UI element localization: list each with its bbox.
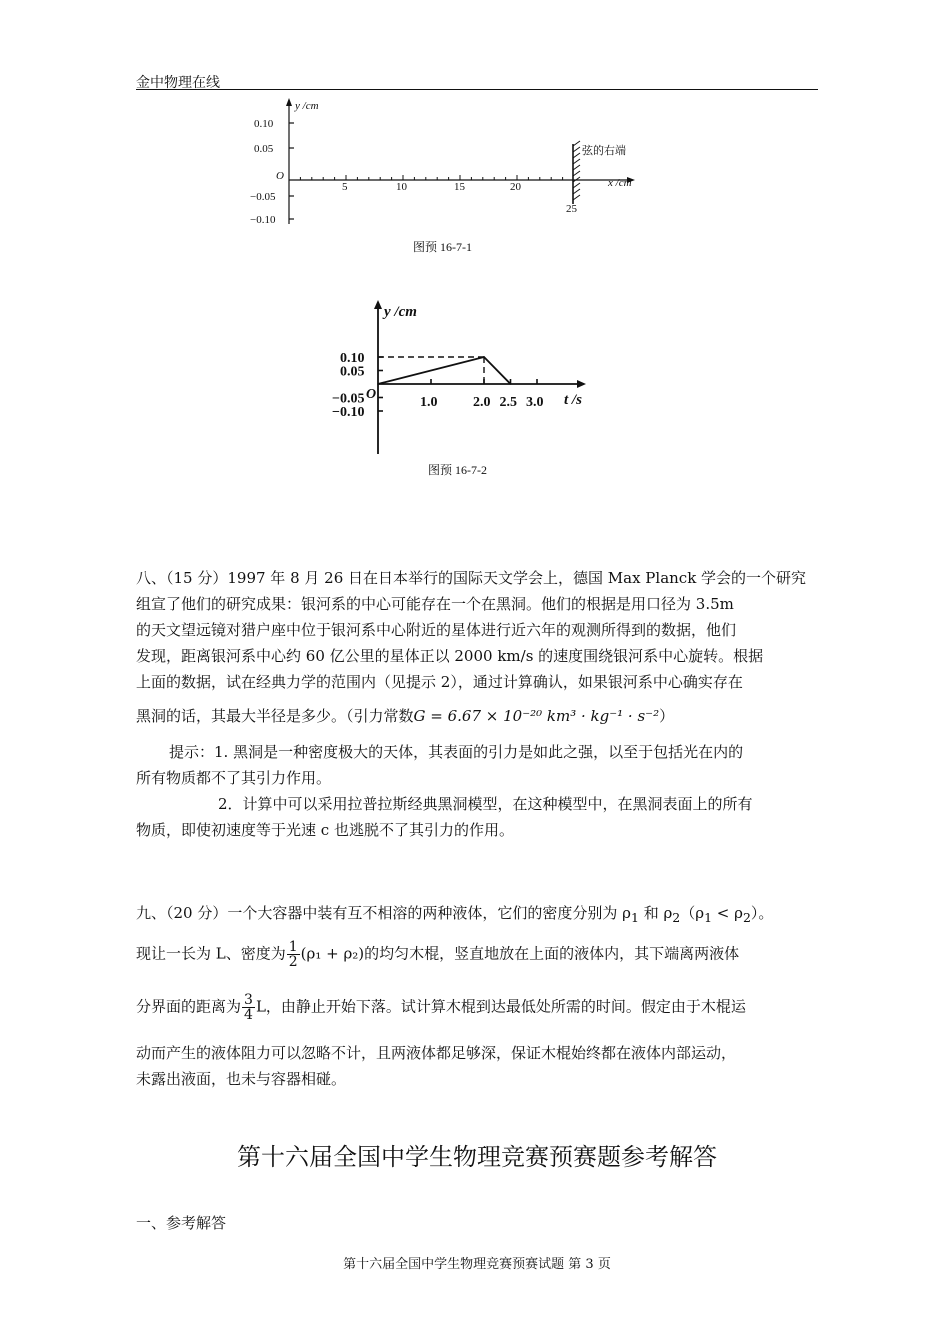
origin-label: O: [366, 387, 377, 402]
y-tick-label: 0.10: [254, 118, 274, 130]
wall-hatch: [573, 147, 580, 152]
y-tick-label: −0.05: [250, 191, 276, 203]
page-footer: 第十六届全国中学生物理竞赛预赛试题 第 3 页: [343, 1257, 611, 1272]
chart-caption: 图预 16-7-2: [428, 463, 487, 477]
data-point: [510, 383, 512, 385]
y-tick-label: 0.05: [254, 143, 274, 155]
wall-hatch: [573, 165, 580, 170]
y-tick-label: 0.10: [340, 351, 365, 366]
wall-hatch: [573, 153, 580, 158]
fraction-half: $\frac{1}{2}$: [288, 939, 298, 970]
wall-hatch: [573, 171, 580, 176]
wall-hatch: [573, 141, 580, 146]
problem-9-line3: 分界面的距离为 $\frac{3}{4}$ L，由静止开始下落。试计算木棍到达最低处所需的时间。假定由于木棍运: [136, 992, 746, 1023]
text-line: 黑洞的话，其最大半径是多少。（引力常数: [136, 707, 414, 725]
wall-hatch: [573, 189, 580, 194]
wall-hatch: [573, 183, 580, 188]
data-point: [483, 356, 485, 358]
origin-label: O: [276, 170, 284, 182]
x-end-label: 25: [566, 203, 577, 215]
y-tick-label: −0.05: [332, 391, 365, 407]
x-tick-label: 3.0: [526, 395, 544, 410]
solution-title: 第十六届全国中学生物理竞赛预赛题参考解答: [237, 1143, 717, 1171]
x-tick-label: 10: [396, 181, 407, 193]
y-tick-label: 0.05: [340, 364, 365, 380]
fraction-three-quarters: $\frac{3}{4}$: [244, 992, 253, 1023]
x-axis-label: t /s: [564, 392, 582, 408]
data-point: [377, 383, 379, 385]
x-tick-label: 2.0: [473, 395, 491, 410]
y-tick-label: −0.10: [250, 214, 276, 226]
x-tick-label: 20: [510, 181, 521, 193]
gravity-formula: G = 6.67 × 10⁻²⁰ km³ · kg⁻¹ · s⁻²: [413, 707, 660, 725]
text-line: 动而产生的液体阻力可以忽略不计，且两液体都足够深，保证木棍始终都在液体内部运动，: [136, 1044, 737, 1062]
x-axis-label: x /cm: [608, 177, 632, 189]
x-tick-label: 15: [454, 181, 465, 193]
x-tick-label: 1.0: [420, 395, 438, 410]
text-line: 发现，距离银河系中心约 60 亿公里的星体正以 2000 km/s 的速度围绕银河系中心旋转。根据: [136, 647, 764, 665]
y-axis-label: y /cm: [295, 100, 319, 112]
hint-line: 物质，即使初速度等于光速 c 也逃脱不了其引力的作用。: [136, 821, 514, 839]
y-axis-label: y /cm: [384, 304, 417, 320]
y-tick-label: −0.10: [332, 405, 365, 420]
text-line: 的天文望远镜对猎户座中位于银河系中心附近的星体进行近六年的观测所得到的数据，他们: [136, 621, 737, 639]
x-tick-label: 5: [342, 181, 348, 193]
section-heading: 一、参考解答: [136, 1214, 227, 1232]
string-end-annotation: 弦的右端: [582, 145, 626, 157]
text-line: 未露出液面，也未与容器相碰。: [136, 1070, 347, 1088]
problem-8: [136, 565, 818, 695]
hint-line: 提示：1. 黑洞是一种密度极大的天体，其表面的引力是如此之强，以至于包括光在内的: [169, 743, 744, 761]
wall-hatch: [573, 159, 580, 164]
figure-16-7-2: [320, 296, 610, 482]
problem-9-line2: 现让一长为 L、密度为 $\frac{1}{2}$ (ρ₁ + ρ₂)的均匀木棍，竖直地放在上面的液体内，其下端离两液体: [136, 939, 740, 970]
series-line: [378, 357, 511, 384]
page-header: 金中物理在线: [136, 75, 220, 91]
figure-caption: 图预 16-7-1: [413, 240, 472, 254]
figure-16-7-1: [240, 96, 660, 261]
text-line: 上面的数据，试在经典力学的范围内（见提示 2），通过计算确认，如果银河系中心确实存在: [136, 673, 743, 691]
header-rule: [136, 89, 818, 90]
text-line: 组宣了他们的研究成果：银河系的中心可能存在一个在黑洞。他们的根据是用口径为 3.5m: [136, 595, 734, 613]
wall-hatch: [573, 195, 580, 200]
hint-line: 所有物质都不了其引力作用。: [136, 769, 332, 787]
text-line: ）: [659, 707, 675, 725]
hint-line: 2．计算中可以采用拉普拉斯经典黑洞模型，在这种模型中，在黑洞表面上的所有: [218, 795, 753, 813]
problem-8-last-line: [136, 703, 818, 729]
problem-9-tail: [136, 1040, 818, 1092]
text-line: 九、（20 分）一个大容器中装有互不相溶的两种液体，它们的密度分别为 $\rho_1$ 和 $\rho_2(\rho_1 < \rho_2)$。: [136, 904, 774, 925]
problem-9: [136, 898, 818, 933]
x-tick-label: 2.5: [499, 395, 517, 410]
text-line: 八、（15 分）1997 年 8 月 26 日在日本举行的国际天文学会上，德国 Max Planck 学会的一个研究: [136, 569, 807, 587]
problem-8-hints: [136, 739, 818, 843]
